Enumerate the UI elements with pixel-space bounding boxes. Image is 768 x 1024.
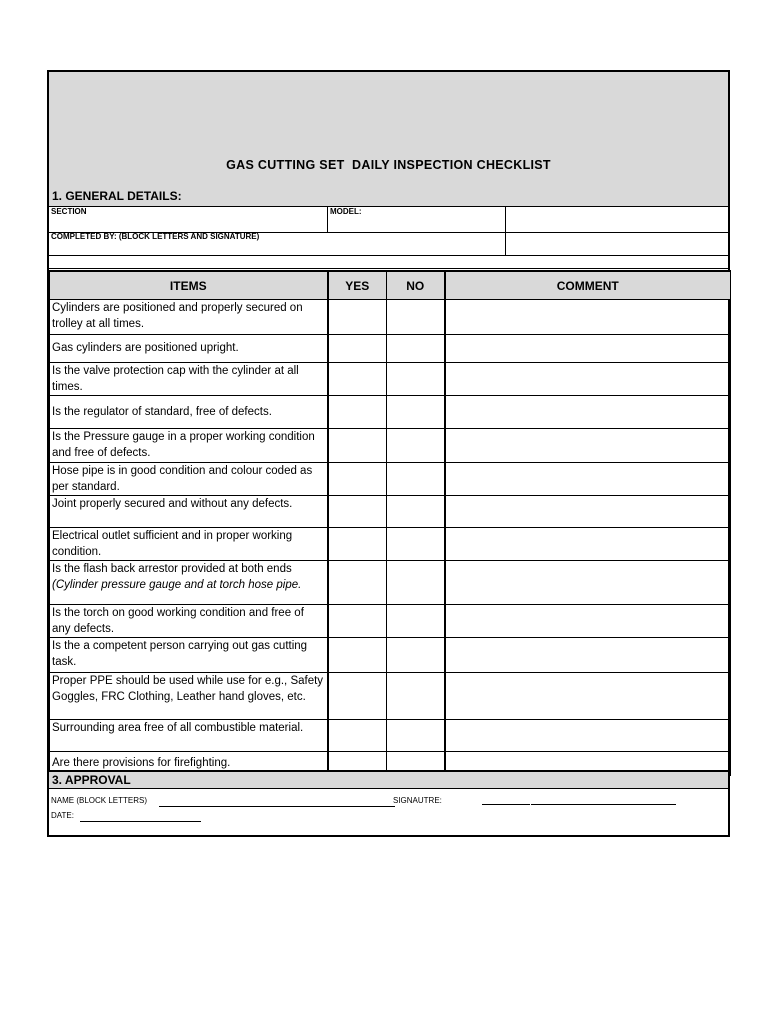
name-line[interactable] (159, 806, 395, 807)
comment-cell[interactable] (445, 335, 731, 363)
checklist-item-text (50, 561, 328, 605)
comment-cell[interactable] (445, 605, 731, 638)
checklist-item-label: Hose pipe is in good condition and colour coded as per standard. (52, 465, 313, 493)
yes-cell[interactable] (328, 363, 387, 396)
no-cell[interactable] (387, 396, 445, 429)
signature-line-part-2[interactable] (531, 804, 628, 805)
items-column-header: ITEMS (50, 271, 328, 300)
comment-cell[interactable] (445, 463, 731, 496)
no-cell[interactable] (387, 638, 445, 673)
yes-cell[interactable] (328, 720, 387, 752)
yes-cell[interactable] (328, 605, 387, 638)
checklist-item-text (50, 605, 328, 638)
checklist-row (50, 463, 731, 496)
checklist-row (50, 528, 731, 561)
date-line[interactable] (80, 821, 201, 822)
signature-line-part-1[interactable] (482, 804, 530, 805)
signature-line-part-3[interactable] (628, 804, 676, 805)
no-cell[interactable] (387, 528, 445, 561)
comment-column-header: COMMENT (445, 271, 731, 300)
checklist-header-row (50, 271, 731, 300)
no-cell[interactable] (387, 363, 445, 396)
checklist-row (50, 363, 731, 396)
completed-by-value-field[interactable] (505, 232, 728, 256)
checklist-row (50, 300, 731, 335)
yes-cell[interactable] (328, 463, 387, 496)
checklist-item-text (50, 396, 328, 429)
comment-cell[interactable] (445, 363, 731, 396)
comment-cell[interactable] (445, 528, 731, 561)
section-field[interactable] (49, 207, 328, 233)
no-cell[interactable] (387, 720, 445, 752)
comment-cell[interactable] (445, 720, 731, 752)
name-label: NAME (BLOCK LETTERS) (51, 796, 148, 805)
checklist-item-label: Are there provisions for firefighting. (52, 757, 231, 770)
yes-cell[interactable] (328, 638, 387, 673)
checklist-item-note: (Cylinder pressure gauge and at torch hose pipe. (52, 578, 302, 591)
checklist-item-label: Is the valve protection cap with the cylinder at all times. (52, 365, 299, 393)
no-cell[interactable] (387, 496, 445, 528)
checklist-row (50, 429, 731, 463)
checklist-row (50, 496, 731, 528)
comment-cell[interactable] (445, 638, 731, 673)
checklist-item-text (50, 335, 328, 363)
approval-heading: 3. APPROVAL (49, 770, 728, 789)
document-title: GAS CUTTING SET DAILY INSPECTION CHECKLIST (226, 158, 551, 172)
comment-cell[interactable] (445, 673, 731, 720)
checklist-row (50, 673, 731, 720)
checklist-item-text (50, 463, 328, 496)
comment-cell[interactable] (445, 396, 731, 429)
yes-cell[interactable] (328, 335, 387, 363)
model-field[interactable] (327, 207, 506, 233)
comment-cell[interactable] (445, 429, 731, 463)
yes-cell[interactable] (328, 300, 387, 335)
checklist-item-label: Is the regulator of standard, free of defects. (52, 405, 272, 418)
comment-cell[interactable] (445, 300, 731, 335)
checklist-item-text (50, 496, 328, 528)
inspection-form (47, 70, 730, 837)
checklist-row (50, 720, 731, 752)
section-label: SECTION (51, 207, 87, 216)
yes-cell[interactable] (328, 673, 387, 720)
checklist-item-text (50, 300, 328, 335)
checklist-item-label: Gas cylinders are positioned upright. (52, 342, 239, 355)
checklist-item-label: Is the a competent person carrying out gas cutting task. (52, 640, 308, 668)
no-cell[interactable] (387, 561, 445, 605)
yes-column-header: YES (328, 271, 387, 300)
checklist-row (50, 335, 731, 363)
checklist-item-text (50, 429, 328, 463)
yes-cell[interactable] (328, 429, 387, 463)
checklist-item-text (50, 528, 328, 561)
no-cell[interactable] (387, 300, 445, 335)
checklist-row (50, 638, 731, 673)
checklist-item-label: Surrounding area free of all combustible material. (52, 722, 304, 734)
general-details-heading: 1. GENERAL DETAILS: (49, 187, 728, 207)
model-value-field[interactable] (505, 207, 728, 233)
date-label: DATE: (51, 811, 74, 820)
comment-cell[interactable] (445, 496, 731, 528)
completed-by-label: COMPLETED BY: (BLOCK LETTERS AND SIGNATURE) (51, 232, 260, 241)
checklist-item-label: Joint properly secured and without any defects. (52, 498, 293, 510)
completed-by-field[interactable] (49, 232, 506, 256)
no-cell[interactable] (387, 605, 445, 638)
yes-cell[interactable] (328, 561, 387, 605)
yes-cell[interactable] (328, 396, 387, 429)
signature-label: SIGNAUTRE: (393, 796, 442, 805)
checklist-item-label: Is the flash back arrestor provided at both ends (52, 563, 292, 575)
no-cell[interactable] (387, 673, 445, 720)
checklist-row (50, 561, 731, 605)
no-cell[interactable] (387, 429, 445, 463)
spacer-row (49, 255, 728, 269)
checklist-item-text (50, 673, 328, 720)
checklist-item-label: Is the Pressure gauge in a proper working condition and free of defects. (52, 431, 315, 459)
checklist-item-label: Cylinders are positioned and properly secured on trolley at all times. (52, 302, 303, 330)
checklist-item-label: Proper PPE should be used while use for e.g., Safety Goggles, FRC Clothing, Leather hand gloves, etc. (52, 675, 324, 703)
checklist-item-label: Electrical outlet sufficient and in proper working condition. (52, 530, 293, 558)
no-column-header: NO (387, 271, 445, 300)
checklist-item-text (50, 638, 328, 673)
yes-cell[interactable] (328, 528, 387, 561)
checklist-item-text (50, 363, 328, 396)
checklist-row (50, 396, 731, 429)
checklist-table (49, 270, 731, 776)
no-cell[interactable] (387, 335, 445, 363)
model-label: MODEL: (330, 207, 362, 216)
comment-cell[interactable] (445, 561, 731, 605)
checklist-item-text (50, 720, 328, 752)
yes-cell[interactable] (328, 496, 387, 528)
no-cell[interactable] (387, 463, 445, 496)
checklist-item-label: Is the torch on good working condition and free of any defects. (52, 607, 304, 635)
checklist-row (50, 605, 731, 638)
